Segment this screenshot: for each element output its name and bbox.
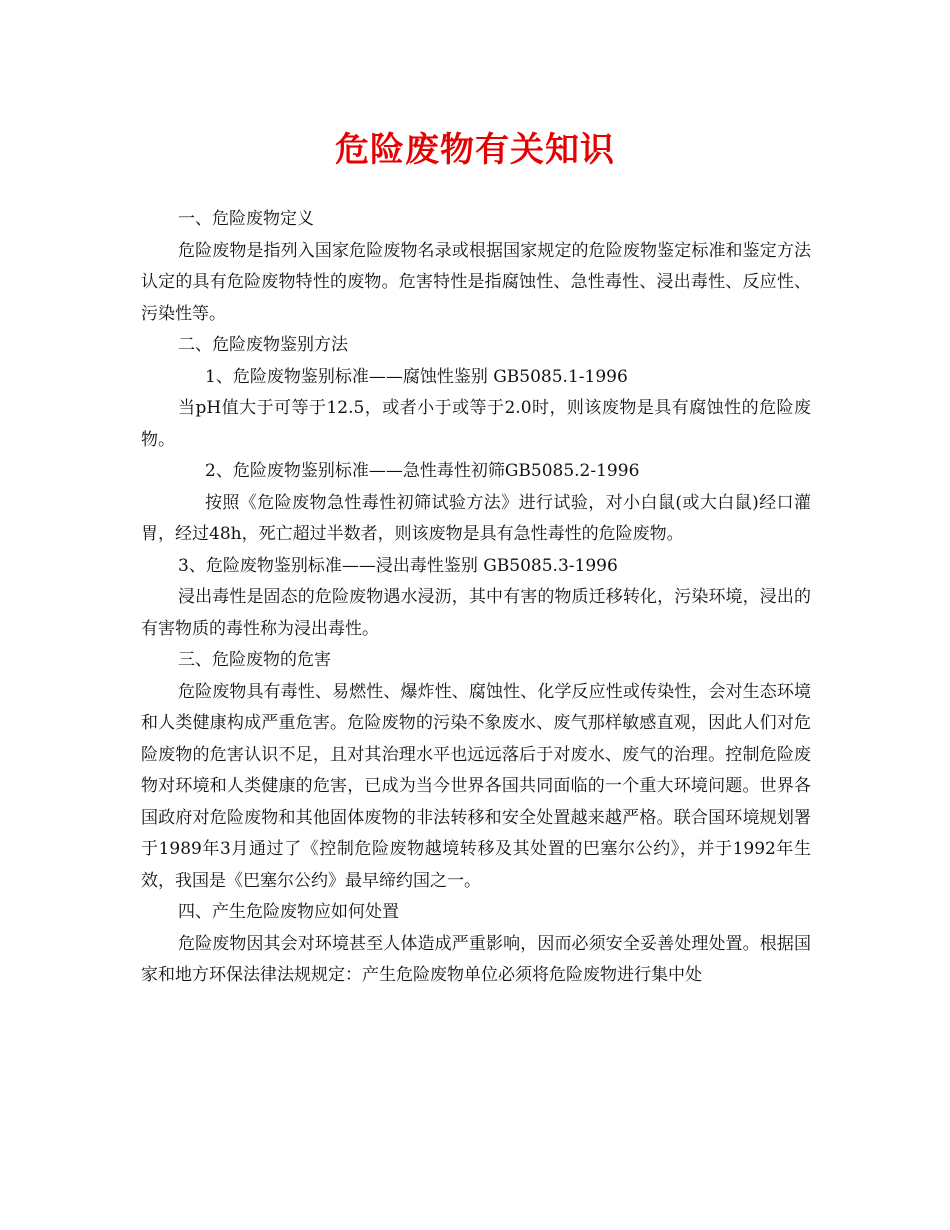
section-heading-3: 三、危险废物的危害 — [178, 650, 331, 670]
section-heading-4: 四、产生危险废物应如何处置 — [178, 902, 399, 922]
paragraph-leaching-toxicity: 浸出毒性是固态的危险废物遇水浸沥，其中有害的物质迁移转化，污染环境，浸出的有害物质的毒性称为浸出毒性。 — [141, 587, 811, 639]
subsection-heading-corrosivity: 1、危险废物鉴别标准——腐蚀性鉴别 GB5085.1-1996 — [205, 366, 628, 387]
document-title: 危险废物有关知识 — [335, 130, 615, 170]
section-heading-2: 二、危险废物鉴别方法 — [178, 335, 348, 355]
paragraph-disposal: 危险废物因其会对环境甚至人体造成严重影响，因而必须安全妥善处理处置。根据国家和地方环保法律法规规定：产生危险废物单位必须将危险废物进行集中处 — [141, 933, 811, 985]
section-heading-1: 一、危险废物定义 — [178, 209, 314, 229]
paragraph-definition: 危险废物是指列入国家危险废物名录或根据国家规定的危险废物鉴定标准和鉴定方法认定的具有危险废物特性的废物。危害特性是指腐蚀性、急性毒性、浸出毒性、反应性、污染性等。 — [141, 240, 811, 324]
paragraph-acute-toxicity: 按照《危险废物急性毒性初筛试验方法》进行试验，对小白鼠(或大白鼠)经口灌胃，经过48h，死亡超过半数者，则该废物是具有急性毒性的危险废物。 — [141, 492, 811, 544]
document-body — [141, 204, 811, 992]
subsection-heading-leaching-toxicity: 3、危险废物鉴别标准——浸出毒性鉴别 GB5085.3-1996 — [178, 555, 618, 576]
paragraph-hazards: 危险废物具有毒性、易燃性、爆炸性、腐蚀性、化学反应性或传染性，会对生态环境和人类健康构成严重危害。危险废物的污染不象废水、废气那样敏感直观，因此人们对危险废物的危害认识不足，且对其治理水平也远远落后于对废水、废气的治理。控制危险废物对环境和人类健康的危害，已成为当今世界各国共同面临的一个重大环境问题。世界各国政府对危险废物和其他固体废物的非法转移和安全处置越来越严格。联合国环境规划署于1989年3月通过了《控制危险废物越境转移及其处置的巴塞尔公约》，并于1992年生效，我国是《巴塞尔公约》最早缔约国之一。 — [141, 681, 811, 891]
subsection-heading-acute-toxicity: 2、危险废物鉴别标准——急性毒性初筛GB5085.2-1996 — [205, 461, 640, 481]
paragraph-corrosivity: 当pH值大于可等于12.5，或者小于或等于2.0时，则该废物是具有腐蚀性的危险废物。 — [141, 398, 811, 450]
